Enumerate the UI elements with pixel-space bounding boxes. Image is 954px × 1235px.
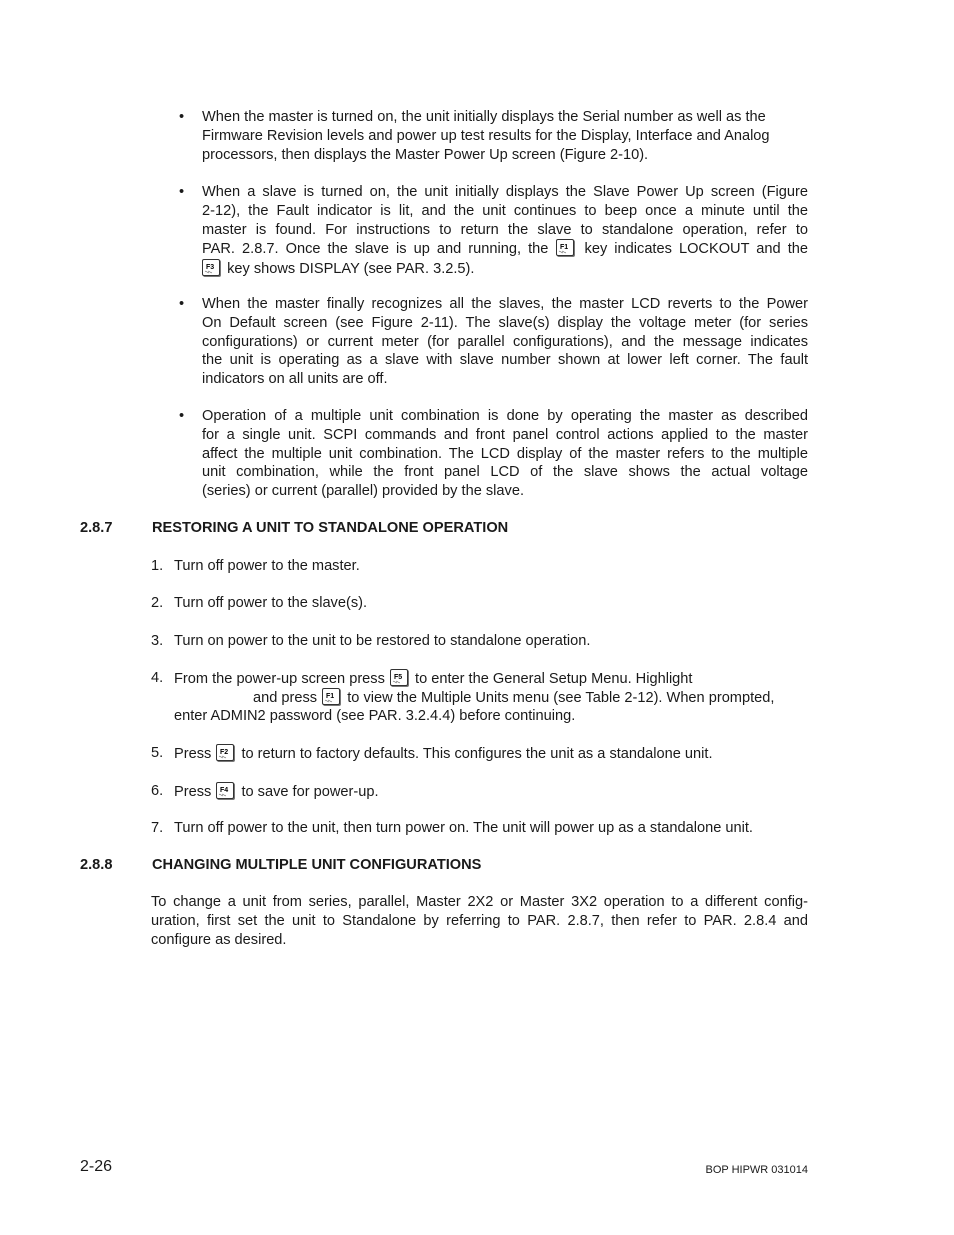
step-text: Press — [174, 784, 212, 800]
step-number: 6. — [151, 783, 164, 799]
step-text: Turn off power to the master. — [174, 558, 360, 574]
f1-key-icon — [322, 688, 340, 705]
step-text: to view the Multiple Units menu (see Table 2-12). When prompted, — [347, 690, 775, 706]
step-line — [253, 688, 774, 708]
f4-key-icon — [216, 782, 234, 799]
section-title: CHANGING MULTIPLE UNIT CONFIGURATIONS — [152, 857, 482, 873]
step-text: to save for power-up. — [241, 784, 379, 800]
line: When the master is turned on, the unit initially displays the Serial number as well as the — [202, 109, 766, 125]
bullet-text — [202, 183, 808, 279]
bullet-text — [202, 108, 808, 164]
bullet-mark: • — [179, 184, 185, 200]
bullet-text — [202, 295, 808, 389]
f2-key-icon — [216, 744, 234, 761]
step-text: to return to factory defaults. This configures the unit as a standalone unit. — [241, 746, 713, 762]
line: (series) or current (parallel) provided by the slave. — [202, 483, 525, 500]
line: affect the multiple unit combination. The LCD display of the master refers to the multiple — [202, 445, 808, 462]
line-text: key shows DISPLAY (see PAR. 3.2.5). — [227, 261, 475, 278]
line-text: PAR. 2.8.7. Once the slave is up and running, the — [202, 241, 549, 258]
f3-key-icon — [202, 259, 220, 276]
line: configure as desired. — [151, 931, 287, 948]
bullet-mark: • — [179, 109, 185, 125]
step-line — [174, 782, 379, 802]
step-text: and press — [253, 690, 318, 706]
line: unit combination, while the front panel LCD of the slave shows the actual voltage — [202, 464, 808, 481]
line: When a slave is turned on, the unit initially displays the Slave Power Up screen (Figure — [202, 184, 808, 200]
page-number: 2-26 — [80, 1158, 113, 1175]
line: On Default screen (see Figure 2-11). The slave(s) display the voltage meter (for series — [202, 314, 808, 331]
step-number: 3. — [151, 633, 164, 649]
step-number: 4. — [151, 670, 164, 686]
line: master is found. For instructions to return the slave to standalone operation, refer to — [202, 221, 808, 238]
line: To change a unit from series, parallel, Master 2X2 or Master 3X2 operation to a different config- — [151, 894, 808, 910]
f1-key-icon — [556, 239, 574, 256]
line — [202, 259, 808, 279]
step-line: enter ADMIN2 password (see PAR. 3.2.4.4) before continuing. — [174, 708, 576, 724]
section-number: 2.8.8 — [80, 857, 113, 873]
key-label: F1 — [560, 244, 569, 252]
line: uration, first set the unit to Standalone by referring to PAR. 2.8.7, then refer to PAR. 2.8.4 and — [151, 912, 808, 929]
line: for a single unit. SCPI commands and front panel control actions applied to the master — [202, 426, 808, 443]
step-text: to enter the General Setup Menu. Highlight — [415, 671, 693, 687]
step-text: Turn on power to the unit to be restored to standalone operation. — [174, 633, 591, 649]
key-label: F1 — [326, 693, 335, 700]
step-line — [174, 669, 692, 689]
bullet-mark: • — [179, 408, 185, 424]
line: Firmware Revision levels and power up test results for the Display, Interface and Analog — [202, 127, 770, 144]
step-text: Turn off power to the unit, then turn power on. The unit will power up as a standalone unit. — [174, 820, 753, 836]
key-label: F3 — [206, 264, 215, 272]
line: the unit is operating as a slave with slave number shown at lower left corner. The fault — [202, 352, 808, 369]
key-label: F5 — [393, 674, 403, 681]
line-text: key indicates LOCKOUT and the — [584, 241, 808, 258]
step-line — [174, 744, 713, 764]
line: indicators on all units are off. — [202, 371, 388, 388]
key-label: F2 — [220, 749, 229, 756]
line: When the master finally recognizes all the slaves, the master LCD reverts to the Power — [202, 296, 808, 312]
line: processors, then displays the Master Power Up screen (Figure 2-10). — [202, 146, 649, 163]
step-number: 7. — [151, 820, 164, 836]
bullet-text — [202, 407, 808, 501]
line: 2-12), the Fault indicator is lit, and the unit continues to beep once a minute until the — [202, 202, 808, 219]
step-text: Turn off power to the slave(s). — [174, 595, 368, 611]
section-title: RESTORING A UNIT TO STANDALONE OPERATION — [152, 520, 509, 536]
paragraph-2-8-8 — [151, 893, 808, 949]
step-text: From the power-up screen press — [174, 671, 385, 687]
line: configurations) or current meter (for parallel configurations), and the message indicates — [202, 333, 808, 350]
section-number: 2.8.7 — [80, 520, 113, 536]
bullet-mark: • — [179, 296, 185, 312]
key-label: F4 — [220, 787, 229, 794]
step-text: Press — [174, 746, 212, 762]
step-number: 1. — [151, 558, 164, 574]
step-number: 2. — [151, 595, 164, 611]
f5-key-icon — [390, 669, 408, 686]
line — [202, 239, 808, 259]
step-number: 5. — [151, 745, 164, 761]
document-id: BOP HIPWR 031014 — [705, 1164, 808, 1176]
line: Operation of a multiple unit combination is done by operating the master as described — [202, 408, 808, 424]
